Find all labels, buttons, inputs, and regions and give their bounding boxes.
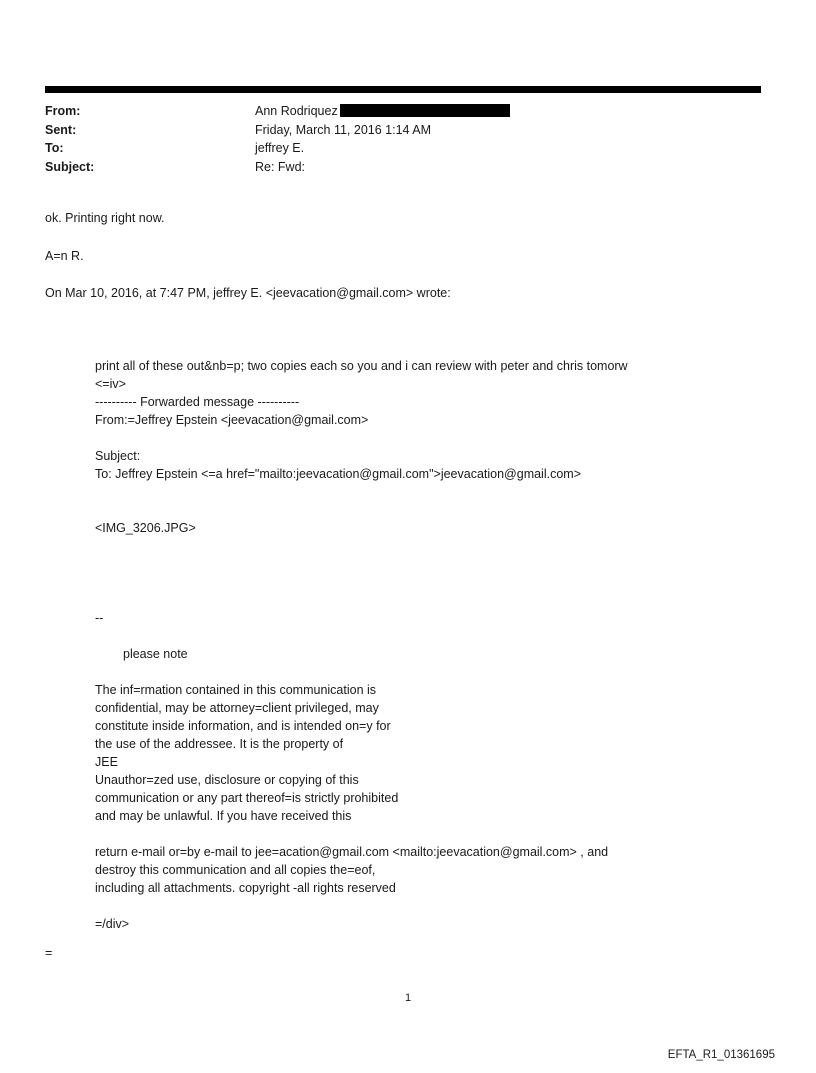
to-label: To: bbox=[45, 141, 64, 156]
disclaimer-line: communication or any part thereof=is strictly prohibited bbox=[95, 791, 399, 805]
header-divider bbox=[45, 86, 761, 93]
quoted-line: print all of these out&nb=p; two copies each so you and i can review with peter and chris tomorw bbox=[95, 359, 628, 373]
disclaimer-line: including all attachments. copyright -all rights reserved bbox=[95, 881, 396, 895]
sent-value: Friday, March 11, 2016 1:14 AM bbox=[255, 122, 432, 137]
meta-row-sent bbox=[45, 121, 510, 140]
disclaimer-line: the use of the addressee. It is the property of bbox=[95, 737, 344, 751]
disclaimer-line: confidential, may be attorney=client privileged, may bbox=[95, 701, 379, 715]
sent-label: Sent: bbox=[45, 122, 77, 137]
sender-name: Ann Rodriquez bbox=[255, 104, 338, 118]
forwarded-to-line: To: Jeffrey Epstein <=a href="mailto:jeevacation@gmail.com">jeevacation@gmail.com> bbox=[95, 467, 581, 481]
body-acknowledgement: ok. Printing right now. bbox=[45, 211, 165, 225]
disclaimer-line: and may be unlawful. If you have received this bbox=[95, 809, 352, 823]
stray-closing-tag: =/div> bbox=[95, 917, 130, 931]
forwarded-from-line: From:=Jeffrey Epstein <jeevacation@gmail.com> bbox=[95, 413, 369, 427]
blank-line bbox=[95, 537, 735, 609]
blank-line bbox=[95, 897, 735, 915]
disclaimer-line: destroy this communication and all copies the=eof, bbox=[95, 863, 376, 877]
from-label: From: bbox=[45, 104, 81, 118]
bates-number: EFTA_R1_01361695 bbox=[667, 1049, 775, 1061]
image-attachment-placeholder: <IMG_3206.JPG> bbox=[95, 521, 196, 535]
forwarded-subject-line: Subject: bbox=[95, 449, 141, 463]
redaction-bar bbox=[340, 104, 510, 117]
email-meta bbox=[45, 102, 510, 176]
body-signature: A=n R. bbox=[45, 249, 84, 263]
stray-equals-sign: = bbox=[45, 946, 53, 960]
blank-line bbox=[95, 627, 735, 645]
forwarded-message-separator: ---------- Forwarded message ---------- bbox=[95, 395, 300, 409]
page-number: 1 bbox=[404, 992, 412, 1004]
subject-value: Re: Fwd: bbox=[255, 159, 306, 174]
reply-attribution-line: On Mar 10, 2016, at 7:47 PM, jeffrey E. <jeevacation@gmail.com> wrote: bbox=[45, 286, 451, 300]
blank-line bbox=[95, 483, 735, 519]
blank-line bbox=[95, 663, 735, 681]
quoted-line: <=iv> bbox=[95, 377, 126, 391]
blank-line bbox=[95, 825, 735, 843]
meta-row-to bbox=[45, 139, 510, 158]
to-value: jeffrey E. bbox=[255, 141, 305, 156]
subject-label: Subject: bbox=[45, 159, 95, 174]
signature-delimiter: -- bbox=[95, 611, 104, 625]
meta-row-subject bbox=[45, 158, 510, 177]
disclaimer-line: JEE bbox=[95, 755, 118, 769]
disclaimer-line: return e-mail or=by e-mail to jee=acation@gmail.com <mailto:jeevacation@gmail.com> , and bbox=[95, 845, 609, 859]
meta-row-from bbox=[45, 102, 510, 121]
quoted-message bbox=[95, 357, 735, 933]
from-value bbox=[255, 102, 510, 121]
disclaimer-line: The inf=rmation contained in this communication is bbox=[95, 683, 377, 697]
disclaimer-line: constitute inside information, and is intended on=y for bbox=[95, 719, 391, 733]
disclaimer-line: Unauthor=zed use, disclosure or copying of this bbox=[95, 773, 359, 787]
disclaimer-heading: please note bbox=[123, 647, 188, 661]
blank-line bbox=[95, 429, 735, 447]
